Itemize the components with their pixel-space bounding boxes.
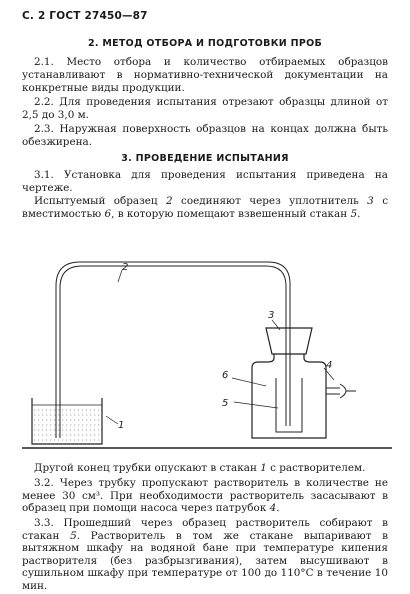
figure-label-5: 5 xyxy=(222,398,229,409)
paragraph-3-1-end: Другой конец трубки опускают в стакан 1 с растворителем. xyxy=(34,462,366,474)
paragraph-2-2: 2.2. Для проведения испытания отрезают образцы длиной от 2,5 до 3,0 м. xyxy=(22,96,388,122)
seal-3 xyxy=(266,328,312,354)
figure-label-2: 2 xyxy=(122,262,129,273)
figure-label-1: 1 xyxy=(118,420,125,431)
figure-label-6: 6 xyxy=(222,370,229,381)
paragraph-3-3: 3.3. Прошедший через образец растворитель собирают в стакан 5. Растворитель в том же стакане выпаривают в вытяжном шкафу на водяной бане при температуре кипения растворителя (без разбрызгивания), затем высушивают в сушильном шкафу при температуре от 100 до 110°С в течение 10 мин. xyxy=(22,517,388,592)
figure-label-4: 4 xyxy=(326,360,333,371)
paragraph-2-1: 2.1. Место отбора и количество отбираемых образцов устанавливают в нормативно-технической документации на конкретные виды продукции. xyxy=(22,56,388,95)
paragraph-3-2: 3.2. Через трубку пропускают растворитель в количестве не менее 30 см³. При необходимости растворитель засасывают в образец при помощи насоса через патрубок 4. xyxy=(22,477,388,515)
sample-tube-2 xyxy=(56,262,290,438)
apparatus-diagram xyxy=(22,250,392,455)
paragraph-3-1-cont: Испытуемый образец 2 соединяют через уплотнитель 3 с вместимостью 6, в которую помещают взвешенный стакан 5. xyxy=(22,195,389,221)
solvent-fill xyxy=(34,410,100,440)
cup-5 xyxy=(276,378,302,432)
page-header: С. 2 ГОСТ 27450—87 xyxy=(22,10,148,22)
section-3-title: 3. ПРОВЕДЕНИЕ ИСПЫТАНИЯ xyxy=(121,153,289,164)
paragraph-2-3: 2.3. Наружная поверхность образцов на концах должна быть обезжирена. xyxy=(22,123,388,149)
nozzle-4 xyxy=(326,388,340,394)
paragraph-3-1: 3.1. Установка для проведения испытания приведена на чертеже. xyxy=(22,169,388,195)
vessel-6 xyxy=(252,354,326,438)
figure-label-3: 3 xyxy=(268,310,275,321)
section-2-title: 2. МЕТОД ОТБОРА И ПОДГОТОВКИ ПРОБ xyxy=(87,38,323,49)
